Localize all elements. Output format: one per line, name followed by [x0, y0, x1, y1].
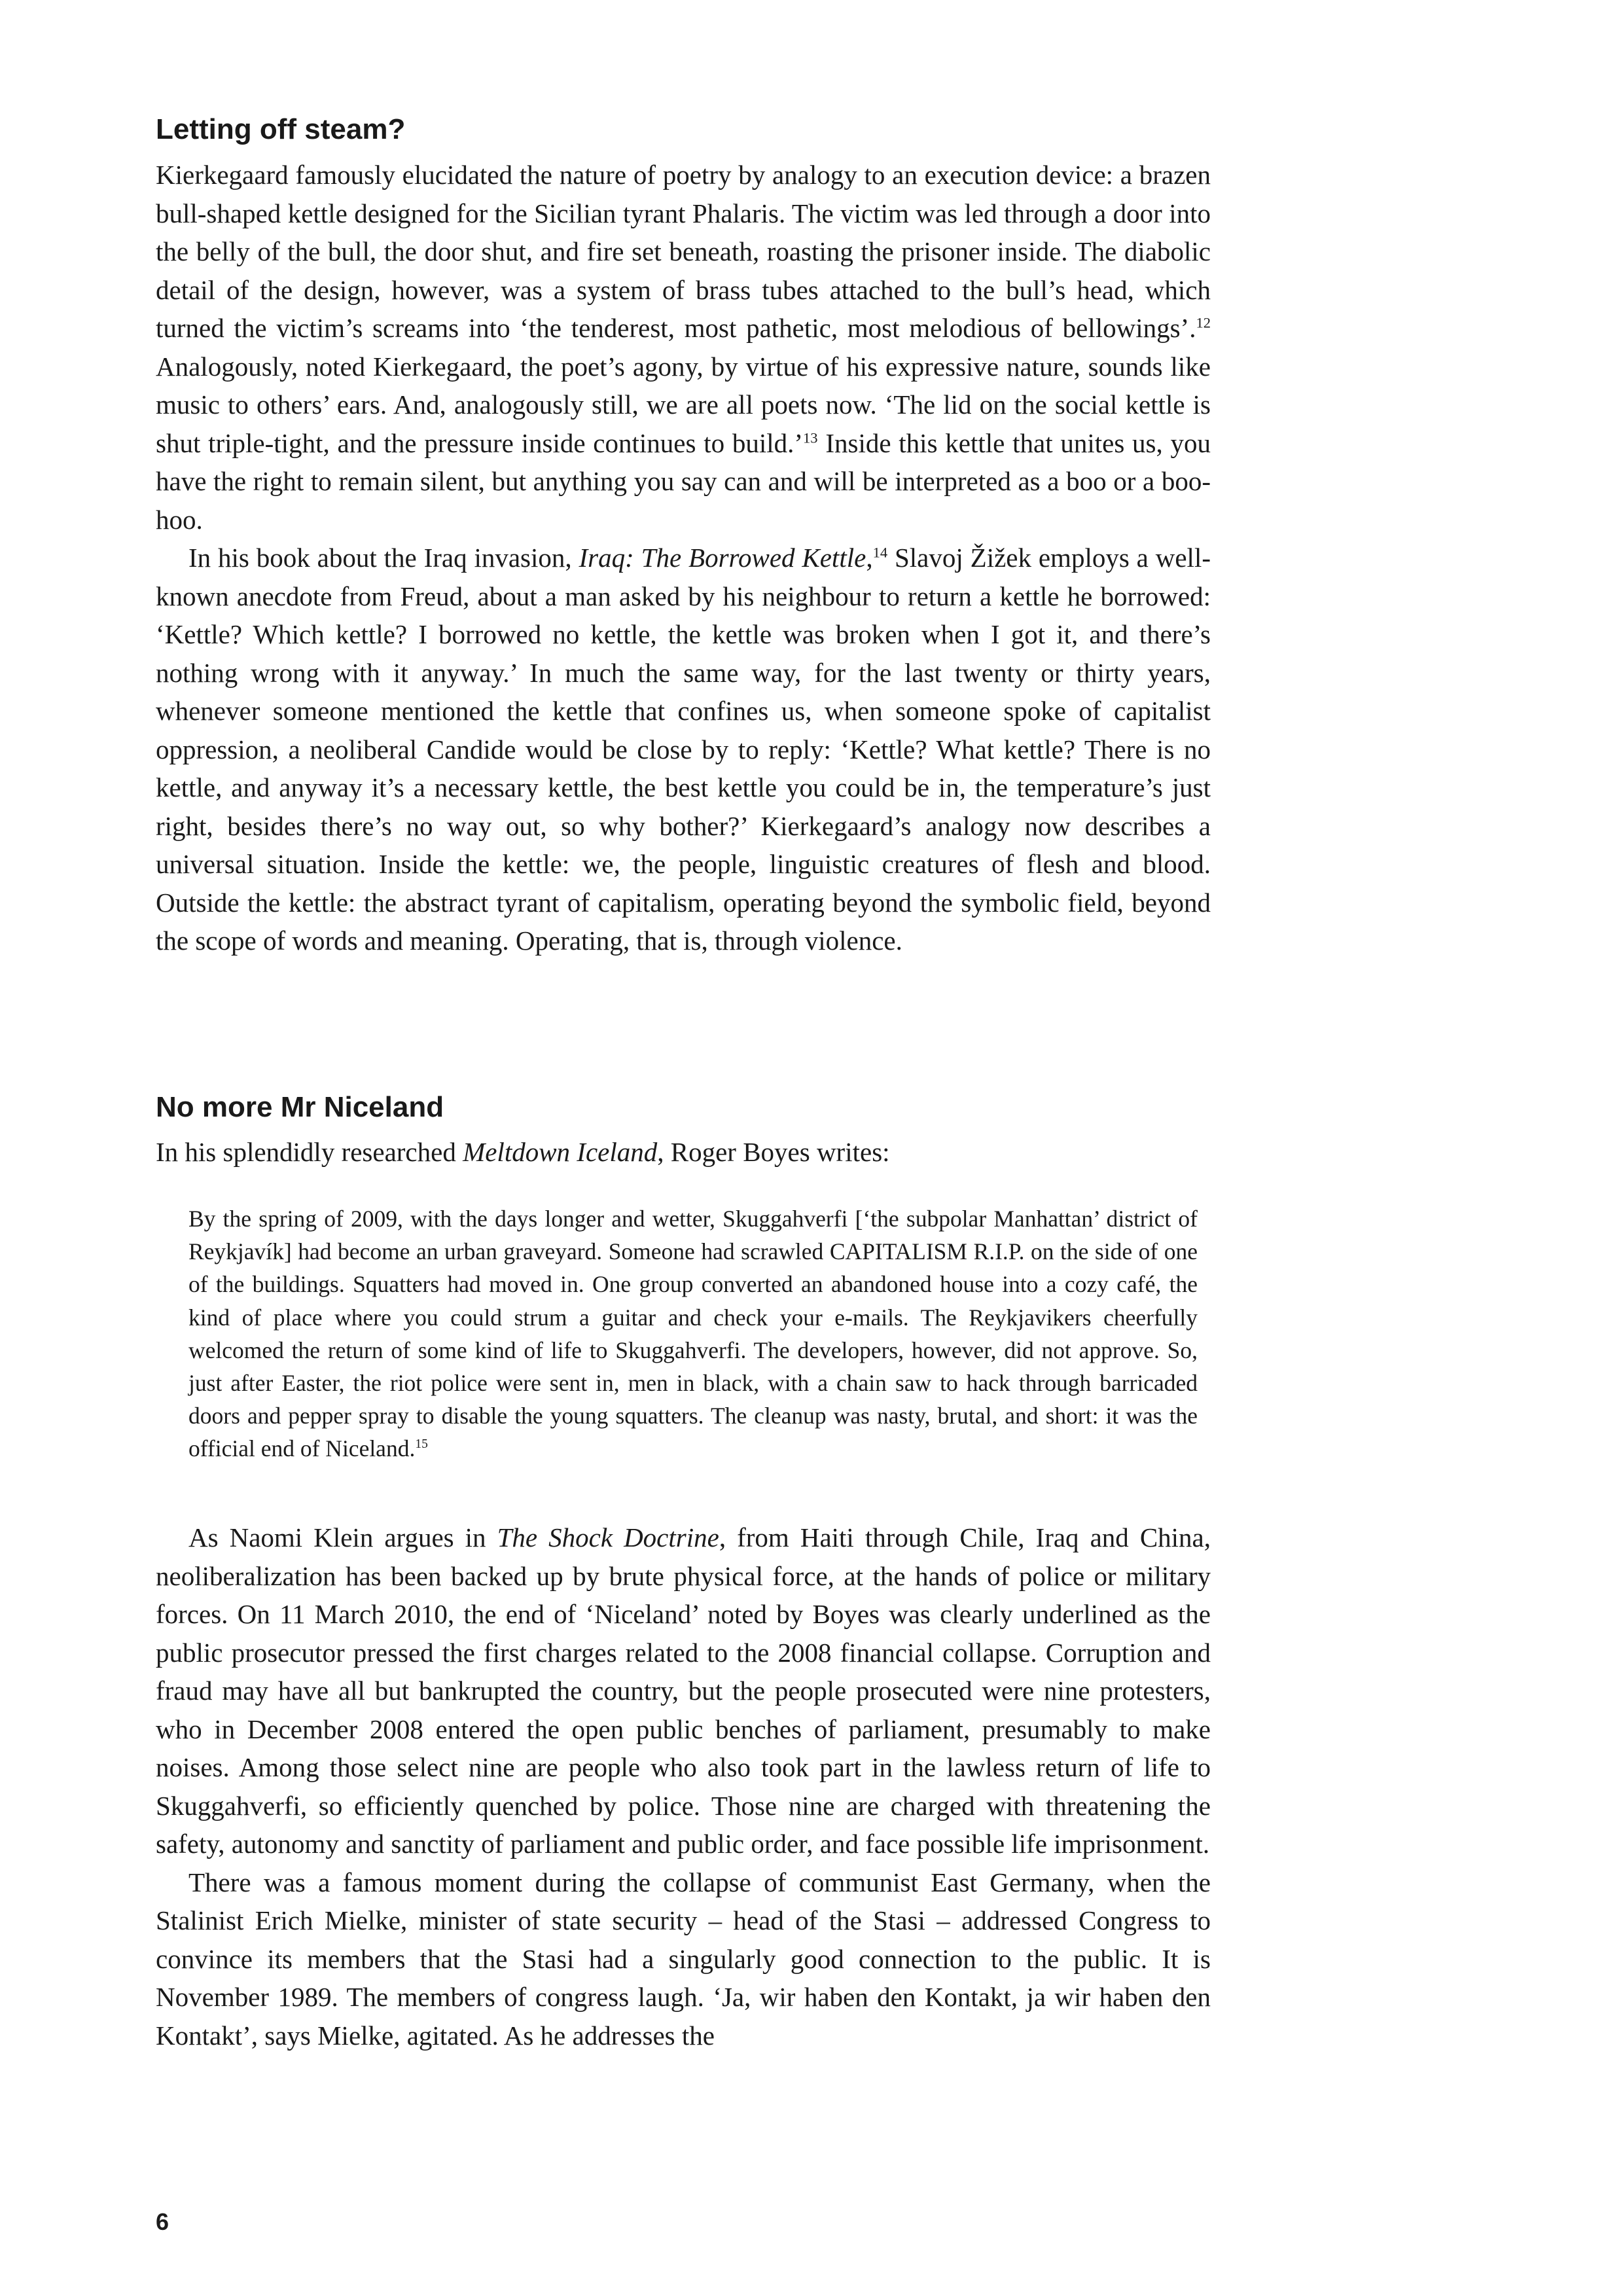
section-body-no-more-mr-niceland	[156, 1518, 1211, 2054]
page-number: 6	[156, 2208, 169, 2235]
paragraph-kierkegaard-kettle: Kierkegaard famously elucidated the nature of poetry by analogy to an execution device: a brazen bull-shaped kettle designed for the Sicilian tyrant Phalaris. The victim was led through a door into the belly of the bull, the door shut, and fire set beneath, roasting the prisoner inside. The diabolic detail of the design, however, was a system of brass tubes attached to the bull’s head, which turned the victim’s screams into ‘the tenderest, most pathetic, most melodious of bellowings’.$^{12}$ Analogously, noted Kierkegaard, the poet’s agony, by virtue of his expressive nature, sounds like music to others’ ears. And, analogously still, we are all poets now. ‘The lid on the social kettle is shut triple-tight, and the pressure inside continues to build.’$^{13}$ Inside this kettle that unites us, you have the right to remain silent, but anything you say can and will be interpreted as a boo or a boo-hoo.	[156, 160, 1211, 535]
book-title-meltdown-iceland: Meltdown Iceland	[463, 1137, 658, 1167]
section-body-letting-off-steam	[156, 156, 1211, 960]
book-title-borrowed-kettle: Iraq: The Borrowed Kettle	[579, 543, 866, 573]
section-heading-no-more-mr-niceland: No more Mr Niceland	[156, 1091, 444, 1123]
block-quote-boyes: By the spring of 2009, with the days longer and wetter, Skuggahverfi [‘the subpolar Manhattan’ district of Reykjavík] had become an urban graveyard. Someone had scrawled CAPITALISM R.I.P. on the side of one of the buildings. Squatters had moved in. One group converted an abandoned house into a cozy café, the kind of place where you could strum a guitar and check your e-mails. The Reykjavikers cheerfully welcomed the return of some kind of life to Skuggahverfi. The developers, however, did not approve. So, just after Easter, the riot police were sent in, men in black, with a chain saw to hack through barricaded doors and pepper spray to disable the young squatters. The cleanup was nasty, brutal, and short: it was the official end of Niceland.$^{15}$	[188, 1206, 1198, 1462]
book-title-shock-doctrine: The Shock Doctrine	[497, 1522, 719, 1552]
section-heading-letting-off-steam: Letting off steam?	[156, 113, 406, 145]
paragraph-mielke-stasi: There was a famous moment during the collapse of communist East Germany, when the Stalinist Erich Mielke, minister of state security – head of the Stasi – addressed Congress to convince its members that the Stasi had a singularly good connection to the public. It is November 1989. The members of congress laugh. ‘Ja, wir haben den Kontakt, ja wir haben den Kontakt’, says Mielke, agitated. As he addresses the	[156, 1867, 1211, 2051]
intro-meltdown-iceland	[156, 1133, 1211, 1172]
footnote-ref-12: 12	[1196, 314, 1211, 331]
paragraph-borrowed-kettle: In his book about the Iraq invasion, Iraq: The Borrowed Kettle,$^{14}$ Slavoj Žižek employs a well-known anecdote from Freud, about a man asked by his neighbour to return a kettle he borrowed: ‘Kettle? Which kettle? I borrowed no kettle, the kettle was broken when I got it, and there’s nothing wrong with it anyway.’ In much the same way, for the last twenty or thirty years, whenever someone mentioned the kettle that confines us, when someone spoke of capitalist oppression, a neoliberal Candide would be close by to reply: ‘Kettle? What kettle? There is no kettle, and anyway it’s a necessary kettle, the best kettle you could be in, the temperature’s just right, besides there’s no way out, so why bother?’ Kierkegaard’s analogy now describes a universal situation. Inside the kettle: we, the people, linguistic creatures of flesh and blood. Outside the kettle: the abstract tyrant of capitalism, operating beyond the symbolic field, beyond the scope of words and meaning. Operating, that is, through violence.	[156, 543, 1211, 956]
paragraph-shock-doctrine: As Naomi Klein argues in The Shock Doctrine, from Haiti through Chile, Iraq and China, neoliberalization has been backed up by brute physical force, at the hands of police or military forces. On 11 March 2010, the end of ‘Niceland’ noted by Boyes was clearly underlined as the public prosecutor pressed the first charges related to the 2008 financial collapse. Corruption and fraud may have all but bankrupted the country, but the people prosecuted were nine protesters, who in December 2008 entered the open public benches of parliament, presumably to make noises. Among those select nine are people who also took part in the lawless return of life to Skuggahverfi, so efficiently quenched by police. Those nine are charged with threatening the safety, autonomy and sanctity of parliament and public order, and face possible life imprisonment.	[156, 1522, 1211, 1859]
footnote-ref-14: 14	[872, 544, 888, 561]
footnote-ref-13: 13	[803, 429, 818, 446]
paragraph-meltdown-intro: In his splendidly researched Meltdown Iceland, Roger Boyes writes:	[156, 1137, 890, 1167]
footnote-ref-15: 15	[415, 1437, 428, 1452]
